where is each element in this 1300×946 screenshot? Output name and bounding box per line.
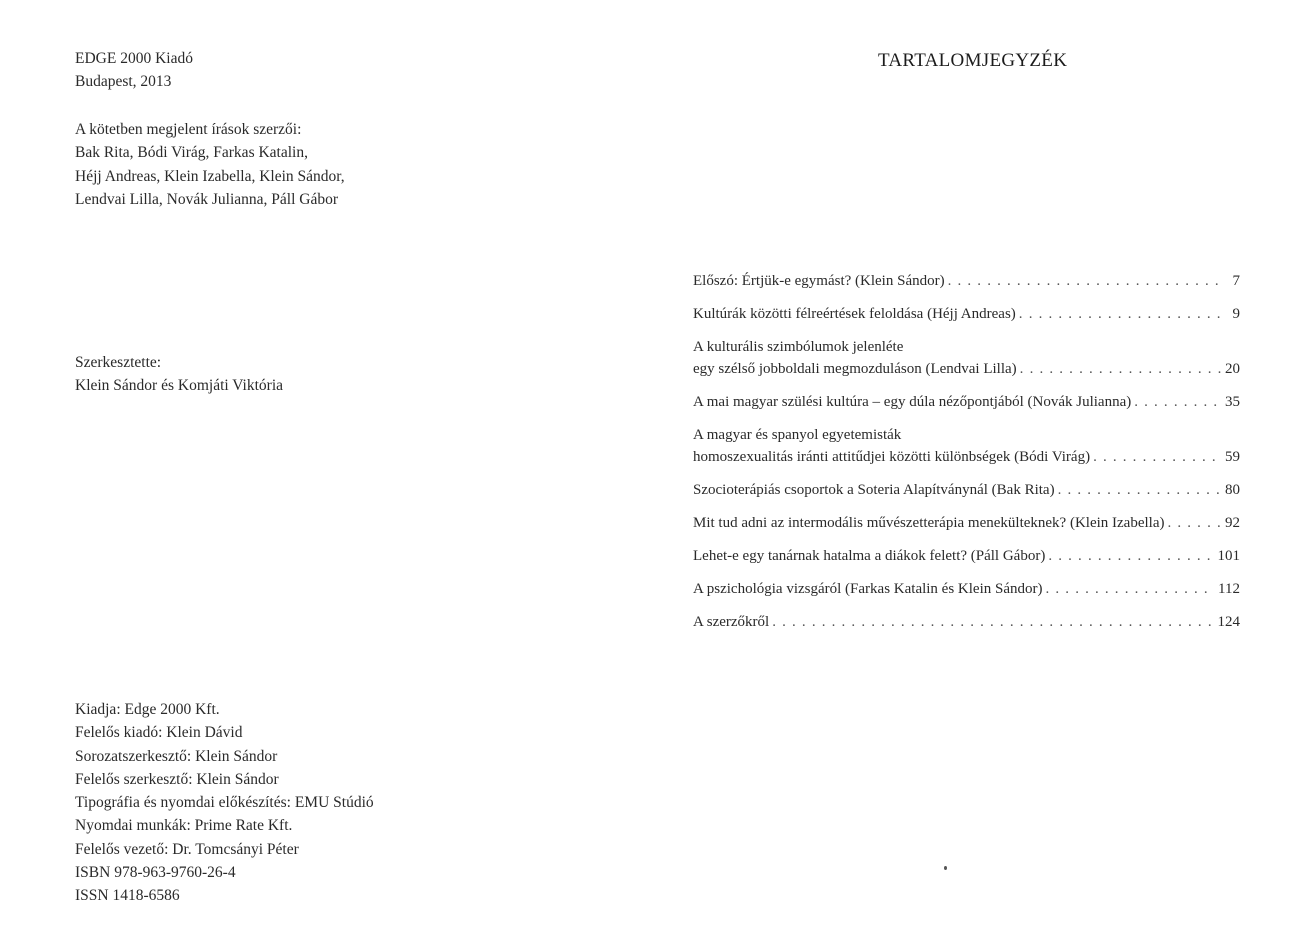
toc-entry: [693, 578, 1240, 600]
toc-page-number: 35: [1225, 394, 1240, 410]
toc-leader: [1048, 545, 1213, 567]
toc-leader: [1093, 446, 1221, 468]
imprint-line: Felelős szerkesztő: Klein Sándor: [75, 770, 279, 788]
isbn: ISBN 978-963-9760-26-4: [75, 864, 236, 882]
toc-page-number: 101: [1217, 548, 1240, 564]
toc-entry-title: Előszó: Értjük-e egymást? (Klein Sándor): [693, 273, 945, 289]
toc-entry: [693, 545, 1240, 567]
authors-block: [75, 118, 345, 211]
ink-speck: [944, 866, 947, 870]
toc-leader: [1020, 358, 1221, 380]
imprint-line: Felelős kiadó: Klein Dávid: [75, 724, 243, 742]
authors-heading: A kötetben megjelent írások szerzői:: [75, 121, 302, 138]
toc-page-number: 59: [1225, 449, 1240, 465]
authors-line: Bak Rita, Bódi Virág, Farkas Katalin,: [75, 144, 308, 162]
toc-entry: [693, 270, 1240, 292]
toc-entry-title: Mit tud adni az intermodális művészetterápia menekülteknek? (Klein Izabella): [693, 515, 1165, 531]
toc-list: [693, 270, 1240, 644]
toc-entry-title: Kultúrák közötti félreértések feloldása (Héjj Andreas): [693, 306, 1016, 322]
toc-entry: [693, 424, 1240, 468]
toc-leader: [772, 611, 1213, 633]
imprint-line: Nyomdai munkák: Prime Rate Kft.: [75, 817, 293, 835]
toc-entry: [693, 611, 1240, 633]
toc-entry-title-first-line: A kulturális szimbólumok jelenléte: [693, 339, 904, 355]
toc-entry: [693, 336, 1240, 380]
toc-entry: [693, 391, 1240, 413]
toc-entry-title: Szocioterápiás csoportok a Soteria Alapítványnál (Bak Rita): [693, 482, 1055, 498]
imprint-line: Sorozatszerkesztő: Klein Sándor: [75, 747, 278, 765]
toc-page-number: 92: [1225, 515, 1240, 531]
toc-entry: [693, 512, 1240, 534]
toc-entry-title: homoszexualitás iránti attitűdjei közötti különbségek (Bódi Virág): [693, 449, 1091, 465]
toc-entry-title: Lehet-e egy tanárnak hatalma a diákok felett? (Páll Gábor): [693, 548, 1046, 564]
editors-block: [75, 351, 283, 398]
toc-entry-title: A mai magyar szülési kultúra – egy dúla nézőpontjából (Novák Julianna): [693, 394, 1132, 410]
issn: ISSN 1418-6586: [75, 887, 180, 905]
toc-leader: [1019, 303, 1222, 325]
toc-entry-title: egy szélső jobboldali megmozduláson (Lendvai Lilla): [693, 361, 1017, 377]
imprint-line: Kiadja: Edge 2000 Kft.: [75, 701, 220, 718]
editors-heading: Szerkesztette:: [75, 354, 162, 371]
toc-page-number: 7: [1232, 273, 1240, 289]
toc-entry-title-first-line: A magyar és spanyol egyetemisták: [693, 427, 902, 443]
publisher-place-year: Budapest, 2013: [75, 73, 172, 91]
toc-leader: [1134, 391, 1221, 413]
toc-page-number: 20: [1225, 361, 1240, 377]
toc-entry: [693, 303, 1240, 325]
toc-leader: [948, 270, 1222, 292]
toc-page-number: 124: [1217, 614, 1240, 630]
toc-leader: [1046, 578, 1215, 600]
imprint-line: Felelős vezető: Dr. Tomcsányi Péter: [75, 840, 299, 858]
imprint-line: Tipográfia és nyomdai előkészítés: EMU Stúdió: [75, 794, 374, 812]
toc-leader: [1167, 512, 1221, 534]
toc-entry-title: A szerzőkről: [693, 614, 770, 630]
toc-title: TARTALOMJEGYZÉK: [878, 50, 1068, 71]
toc-page-number: 112: [1218, 581, 1240, 597]
authors-line: Lendvai Lilla, Novák Julianna, Páll Gábor: [75, 190, 339, 208]
toc-page-number: 80: [1225, 482, 1240, 498]
right-page: [650, 0, 1300, 946]
toc-entry-title: A pszichológia vizsgáról (Farkas Katalin és Klein Sándor): [693, 581, 1043, 597]
toc-leader: [1058, 479, 1221, 501]
publisher-block: [75, 47, 193, 94]
publisher-name: EDGE 2000 Kiadó: [75, 50, 193, 67]
editors-names: Klein Sándor és Komjáti Viktória: [75, 377, 284, 395]
toc-entry: [693, 479, 1240, 501]
authors-line: Héjj Andreas, Klein Izabella, Klein Sándor,: [75, 167, 345, 185]
imprint-block: [75, 698, 374, 908]
toc-page-number: 9: [1232, 306, 1240, 322]
